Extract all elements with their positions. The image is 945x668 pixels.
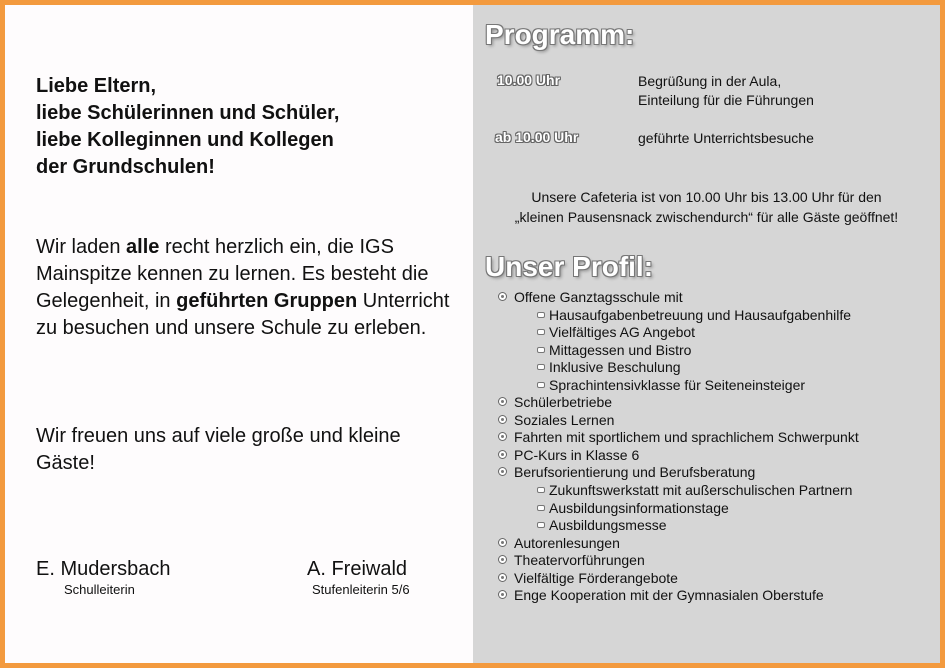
list-item-label: Schülerbetriebe: [514, 394, 613, 411]
sub-bullet-icon: [537, 487, 545, 493]
list-item-label: Ausbildungsinformationstage: [549, 499, 729, 516]
list-item-label: Vielfältige Förderangebote: [514, 569, 678, 586]
profil-heading: Unser Profil:: [485, 251, 654, 282]
sub-bullet-icon: [537, 312, 545, 318]
invitation-bold: geführten Gruppen: [176, 290, 358, 312]
signature-name: E. Mudersbach: [36, 558, 171, 580]
sub-bullet-icon: [537, 347, 545, 353]
list-item-label: Soziales Lernen: [514, 411, 615, 428]
greeting-line: liebe Schülerinnen und Schüler,: [36, 102, 340, 124]
circle-bullet-icon: [498, 415, 507, 424]
programm-heading: Programm:: [485, 19, 635, 50]
circle-bullet-icon: [498, 397, 507, 406]
circle-bullet-icon: [498, 450, 507, 459]
invitation-paragraph: [36, 234, 456, 342]
circle-bullet-icon: [498, 432, 507, 441]
invitation-text: recht herzlich ein, die IGS Mainspitze kennen zu lernen. Es besteht die Gelegenheit, in: [36, 236, 429, 312]
greeting-line: liebe Kolleginnen und Kollegen: [36, 129, 334, 151]
info-panel: [473, 5, 940, 663]
list-item-label: Enge Kooperation mit der Gymnasialen Oberstufe: [514, 587, 824, 604]
circle-bullet-icon: [498, 555, 507, 564]
programm-text: Einteilung für die Führungen: [638, 92, 814, 108]
programm-time: ab 10.00 Uhr: [495, 129, 579, 145]
list-item-label: Theatervorführungen: [514, 552, 645, 569]
invitation-text: Unterricht zu besuchen und unsere Schule zu erleben.: [36, 290, 450, 339]
invitation-text: Wir laden: [36, 236, 127, 258]
list-item-label: PC-Kurs in Klasse 6: [514, 446, 640, 463]
list-item-label: Fahrten mit sportlichem und sprachlichem Schwerpunkt: [514, 429, 859, 446]
sub-bullet-icon: [537, 522, 545, 528]
signature-name: A. Freiwald: [307, 558, 408, 580]
list-item-label: Zukunftswerkstatt mit außerschulischen Partnern: [549, 482, 853, 499]
list-item-label: Vielfältiges AG Angebot: [549, 324, 696, 341]
signature-role: Stufenleiterin 5/6: [312, 582, 410, 597]
circle-bullet-icon: [498, 467, 507, 476]
list-item-label: Offene Ganztagsschule mit: [514, 289, 683, 305]
list-item-label: Ausbildungsmesse: [549, 517, 667, 534]
sub-bullet-icon: [537, 382, 545, 388]
flyer-page: [5, 5, 940, 663]
invitation-bold: alle: [126, 236, 160, 258]
cafeteria-line: Unsere Cafeteria ist von 10.00 Uhr bis 13.00 Uhr für den: [531, 189, 882, 205]
list-item-label: Inklusive Beschulung: [549, 359, 681, 376]
cafeteria-note: [473, 187, 940, 227]
circle-bullet-icon: [498, 573, 507, 582]
list-item-label: Sprachintensivklasse für Seiteneinsteiger: [549, 376, 806, 393]
greeting-line: Liebe Eltern,: [36, 75, 157, 97]
circle-bullet-icon: [498, 590, 507, 599]
closing-paragraph: Wir freuen uns auf viele große und kleine Gäste!: [36, 425, 401, 474]
list-item-label: Autorenlesungen: [514, 534, 620, 551]
greeting: [36, 73, 339, 181]
list-item-label: Mittagessen und Bistro: [549, 341, 692, 358]
signature-role: Schulleiterin: [64, 582, 135, 597]
greeting-line: der Grundschulen!: [36, 156, 215, 178]
sub-bullet-icon: [537, 505, 545, 511]
list-item-label: Berufsorientierung und Berufsberatung: [514, 464, 756, 481]
letter-panel: [5, 5, 473, 663]
circle-bullet-icon: [498, 292, 507, 301]
circle-bullet-icon: [498, 538, 507, 547]
sub-bullet-icon: [537, 364, 545, 370]
programm-text: geführte Unterrichtsbesuche: [638, 130, 814, 146]
list-item-label: Hausaufgabenbetreuung und Hausaufgabenhilfe: [549, 306, 852, 323]
programm-text: Begrüßung in der Aula,: [638, 73, 782, 89]
sub-bullet-icon: [537, 329, 545, 335]
programm-time: 10.00 Uhr: [497, 72, 561, 88]
cafeteria-line: „kleinen Pausensnack zwischendurch“ für alle Gäste geöffnet!: [514, 209, 899, 225]
